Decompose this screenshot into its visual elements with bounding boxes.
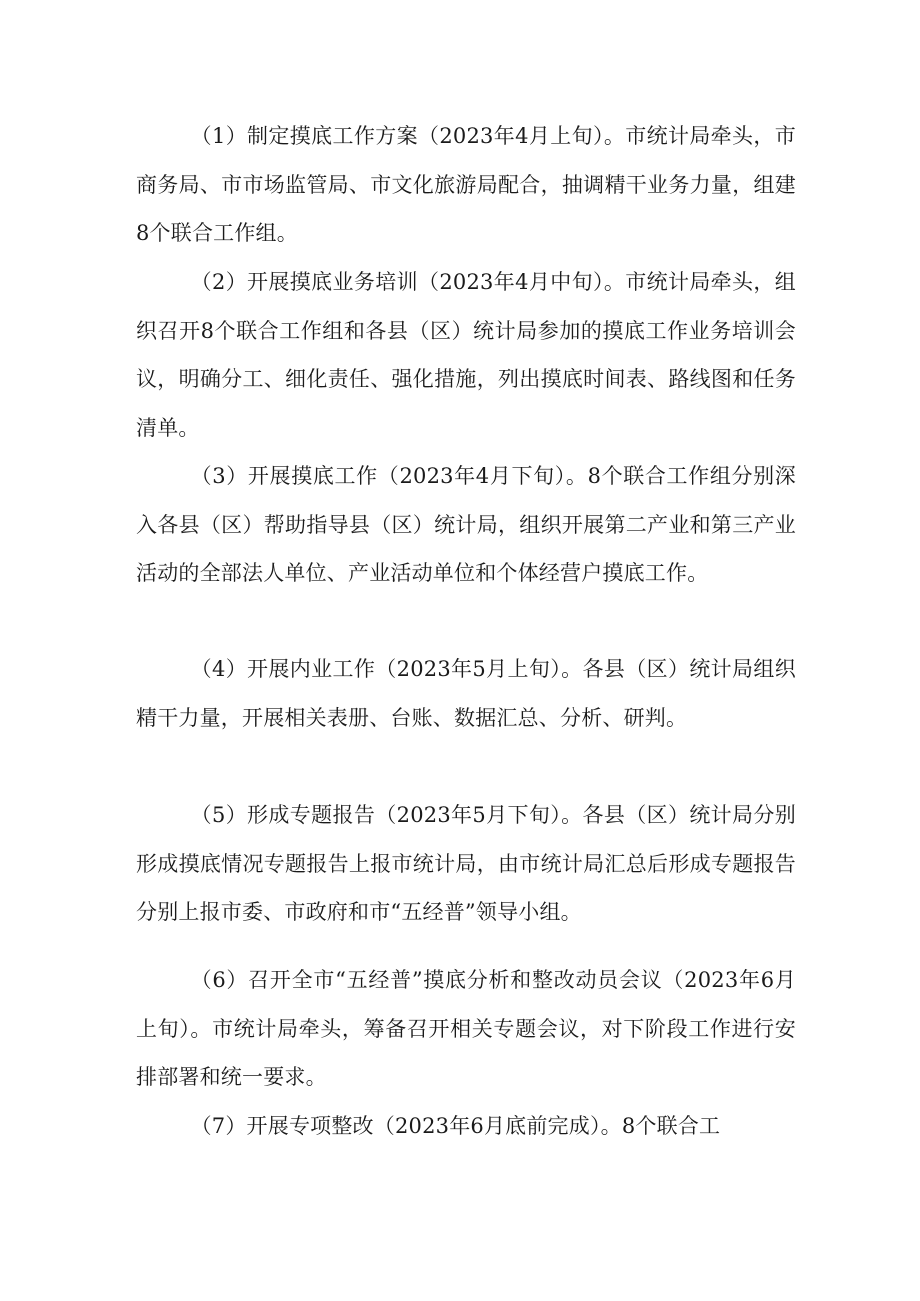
paragraph-5: （5）形成专题报告（2023年5月下旬）。各县（区）统计局分别形成摸底情况专题报告上报市统计局，由市统计局汇总后形成专题报告分别上报市委、市政府和市“五经普”领导小组。 [136,803,796,924]
paragraph-3: （3）开展摸底工作（2023年4月下旬）。8个联合工作组分别深入各县（区）帮助指导县（区）统计局，组织开展第二产业和第三产业活动的全部法人单位、产业活动单位和个体经营户摸底工作。 [136,464,796,585]
paragraph-6: （6）召开全市“五经普”摸底分析和整改动员会议（2023年6月上旬）。市统计局牵头，筹备召开相关专题会议，对下阶段工作进行安排部署和统一要求。 [136,968,796,1089]
paragraph-4: （4）开展内业工作（2023年5月上旬）。各县（区）统计局组织精干力量，开展相关表册、台账、数据汇总、分析、研判。 [136,657,796,730]
paragraph-2: （2）开展摸底业务培训（2023年4月中旬）。市统计局牵头，组织召开8个联合工作组和各县（区）统计局参加的摸底工作业务培训会议，明确分工、细化责任、强化措施，列出摸底时间表、路线图和任务清单。 [136,270,796,440]
paragraph-7: （7）开展专项整改（2023年6月底前完成）。8个联合工 [190,1114,721,1138]
paragraph-1: （1）制定摸底工作方案（2023年4月上旬）。市统计局牵头，市商务局、市市场监管局、市文化旅游局配合，抽调精干业务力量，组建8个联合工作组。 [136,124,796,245]
